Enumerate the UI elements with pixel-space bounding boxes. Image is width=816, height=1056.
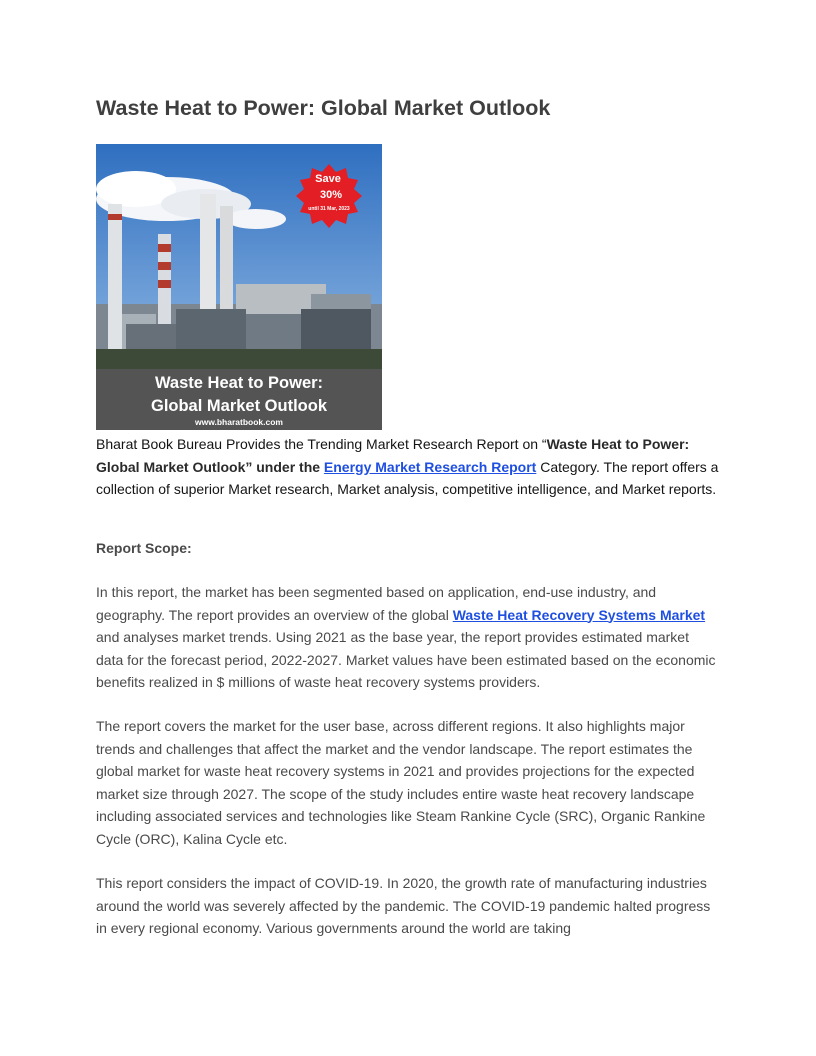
report-cover-image bbox=[96, 144, 382, 430]
discount-badge-date: until 31 Mar, 2023 bbox=[308, 206, 350, 212]
scope-paragraph-2: The report covers the market for the user base, across different regions. It also highlights major trends and challenges that affect the market and the vendor landscape. The report estimates the global market for waste heat recovery systems in 2021 and provides projections for the expected market size through 2027. The scope of the study includes entire waste heat recovery landscape including associated services and technologies like Steam Rankine Cycle (SRC), Organic Rankine Cycle (ORC), Kalina Cycle etc. bbox=[96, 718, 706, 847]
intro-text-mid: ” under the bbox=[245, 458, 324, 475]
scope-paragraph-3: This report considers the impact of COVID-19. In 2020, the growth rate of manufacturing industries around the world was severely affected by the pandemic. The COVID-19 pandemic halted progress in every regional economy. Various governments around the world are taking bbox=[96, 875, 711, 936]
intro-text-before: Bharat Book Bureau Provides the Trending Market Research Report on “ bbox=[96, 436, 547, 452]
cover-website: www.bharatbook.com bbox=[194, 417, 283, 427]
waste-heat-recovery-market-link[interactable]: Waste Heat Recovery Systems Market bbox=[452, 606, 706, 623]
cover-title-line1: Waste Heat to Power: bbox=[154, 374, 324, 392]
cover-title-line2: Global Market Outlook bbox=[150, 397, 328, 415]
scope-p1-before: In this report, the market has been segmented based on application, end-use industry, and geography. The report provides an overview of the global bbox=[96, 584, 657, 623]
discount-badge-label: Save bbox=[315, 173, 341, 185]
page-title: Waste Heat to Power: Global Market Outlook bbox=[96, 96, 551, 120]
intro-text-after: Category. The report offers a collection of superior Market research, Market analysis, competitive intelligence, and Market reports. bbox=[96, 458, 719, 497]
discount-badge-percent: 30% bbox=[319, 189, 343, 201]
report-scope-heading: Report Scope: bbox=[96, 540, 192, 556]
intro-report-title: Waste Heat to Power: Global Market Outlook bbox=[96, 436, 690, 475]
scope-paragraph-1 bbox=[96, 581, 720, 694]
scope-p1-after: and analyses market trends. Using 2021 as the base year, the report provides estimated market data for the forecast period, 2022-2027. Market values have been estimated based on the economic benefits realized in $ millions of waste heat recovery systems providers. bbox=[96, 629, 716, 690]
energy-market-report-link[interactable]: Energy Market Research Report bbox=[323, 458, 537, 475]
intro-paragraph bbox=[96, 433, 720, 501]
